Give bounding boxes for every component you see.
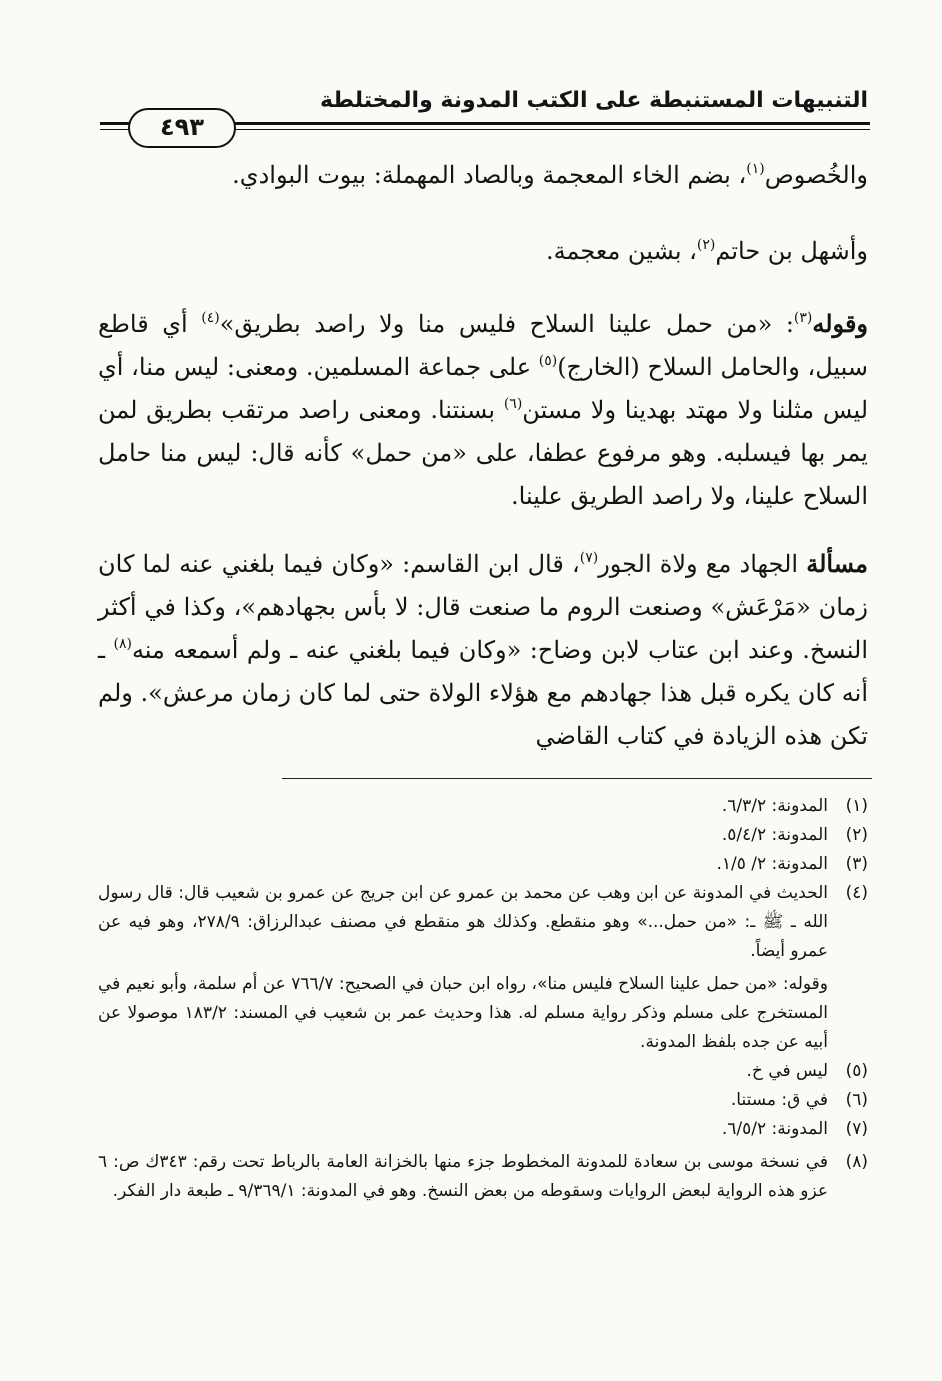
footnote-item xyxy=(98,821,868,850)
footnote-number: (٢) xyxy=(845,825,868,845)
footnote-text: الحديث في المدونة عن ابن وهب عن محمد بن عمرو عن ابن جريج عن عمرو بن شعيب قال: قال رسول الله ـ ﷺ ـ: «من حمل...» وهو منقطع. وكذلك هو منقطع في مصنف عبدالرزاق: ٢٧٨/٩، وهو فيه عن عمرو أيضاً. xyxy=(98,883,828,961)
footnote-item xyxy=(98,792,868,821)
footnote-number: (٨) xyxy=(845,1152,868,1172)
paragraph-2 xyxy=(98,230,868,273)
footnote-item xyxy=(98,1086,868,1115)
footnote-ref: (٣) xyxy=(793,310,813,326)
footnote-item xyxy=(98,850,868,879)
footnote-number: (٤) xyxy=(845,883,868,903)
footnote-text: المدونة: ٥/٤/٢. xyxy=(721,825,828,845)
footnote-text: في نسخة موسى بن سعادة للمدونة المخطوط جزء منها بالخزانة العامة بالرباط تحت رقم: ٣٤٣ك ص: ٦ عزو هذه الرواية لبعض الروايات وسقوطه من بعض النسخ. وهو في المدونة: ٩/٣٦٩/١ ـ طبعة دار الفكر. xyxy=(98,1152,828,1201)
footnote-text: المدونة: ٢/ ١/٥. xyxy=(716,854,828,874)
text-run: والخُصوص xyxy=(764,161,868,189)
footnote-ref: (٧) xyxy=(579,550,599,566)
text-run: على جماعة المسلمين. ومعنى: ليس منا، أي ليس مثلنا ولا مهتد بهدينا ولا مستن xyxy=(98,353,869,424)
footnote-ref: (٤) xyxy=(201,310,220,326)
paragraph-4 xyxy=(98,542,868,758)
footnote-text: المدونة: ٦/٥/٢. xyxy=(721,1119,828,1139)
footnote-item xyxy=(98,1057,868,1086)
text-run: ـ أنه كان يكره قبل هذا جهادهم مع هؤلاء الولاة حتى لما كان زمان مرعش». ولم تكن هذه الزيادة في كتاب القاضي xyxy=(98,636,868,750)
footnote-item xyxy=(98,1148,868,1206)
footnote-ref: (٦) xyxy=(503,396,523,412)
footnote-text: المدونة: ٦/٣/٢. xyxy=(721,796,828,816)
footnote-separator xyxy=(282,778,872,779)
footnote-ref: (١) xyxy=(746,161,765,177)
footnote-text: ليس في خ. xyxy=(746,1061,828,1081)
text-run: الجهاد مع ولاة الجور xyxy=(598,550,807,578)
footnote-number: (٥) xyxy=(845,1061,868,1081)
text-run: بسنتنا. ومعنى راصد مرتقب بطريق لمن يمر بها فيسلبه. وهو مرفوع عطفا، على «من حمل» كأنه قال: ليس منا حامل السلاح علينا، ولا راصد الطريق علينا. xyxy=(98,396,868,510)
lead-word: مسألة xyxy=(806,549,868,578)
footnote-number: (٧) xyxy=(845,1119,868,1139)
paragraph-1 xyxy=(98,154,868,197)
text-run: أي قاطع سبيل، والحامل السلاح (الخارج) xyxy=(98,310,868,381)
text-run: ، بضم الخاء المعجمة وبالصاد المهملة: بيوت البوادي. xyxy=(232,161,747,189)
text-run: ، بشين معجمة. xyxy=(546,237,697,265)
footnote-number: (٣) xyxy=(845,854,868,874)
footnote-item xyxy=(98,1115,868,1144)
page-number: ٤٩٣ xyxy=(160,113,204,141)
footnote-ref: (٨) xyxy=(113,636,132,652)
footnote-text: في ق: مستنا. xyxy=(730,1090,828,1110)
footnote-item xyxy=(98,879,868,1057)
running-header-title: التنبيهات المستنبطة على الكتب المدونة والمختلطة xyxy=(319,88,868,113)
text-run: ، قال ابن القاسم: «وكان فيما بلغني عنه لما كان زمان «مَرْعَش» وصنعت الروم ما صنعت قال: لا بأس بجهادهم»، وكذا في أكثر النسخ. وعند ابن عتاب لابن وضاح: «وكان فيما بلغني عنه ـ ولم أسمعه منه xyxy=(98,550,868,664)
paragraph-3 xyxy=(98,302,868,518)
footnote-ref: (٢) xyxy=(696,237,716,253)
text-run: : «من حمل علينا السلاح فليس منا ولا راصد بطريق» xyxy=(219,310,794,338)
footnote-number: (١) xyxy=(845,796,868,816)
footnote-ref: (٥) xyxy=(538,353,558,369)
footnotes xyxy=(98,792,868,1206)
footnote-number: (٦) xyxy=(845,1090,868,1110)
footnote-body xyxy=(98,879,828,1057)
page-number-frame xyxy=(128,108,236,148)
text-run: وأشهل بن حاتم xyxy=(715,237,868,265)
lead-word: وقوله xyxy=(812,309,869,338)
footnote-text: وقوله: «من حمل علينا السلاح فليس منا»، رواه ابن حبان في الصحيح: ٧٦٦/٧ عن أم سلمة، وأبو نعيم في المستخرج على مسلم وذكر رواية مسلم له. هذا وحديث عمر بن شعيب في المسند: ١٨٣/٢ موصولا عن أبيه عن جده بلفظ المدونة. xyxy=(98,974,828,1052)
